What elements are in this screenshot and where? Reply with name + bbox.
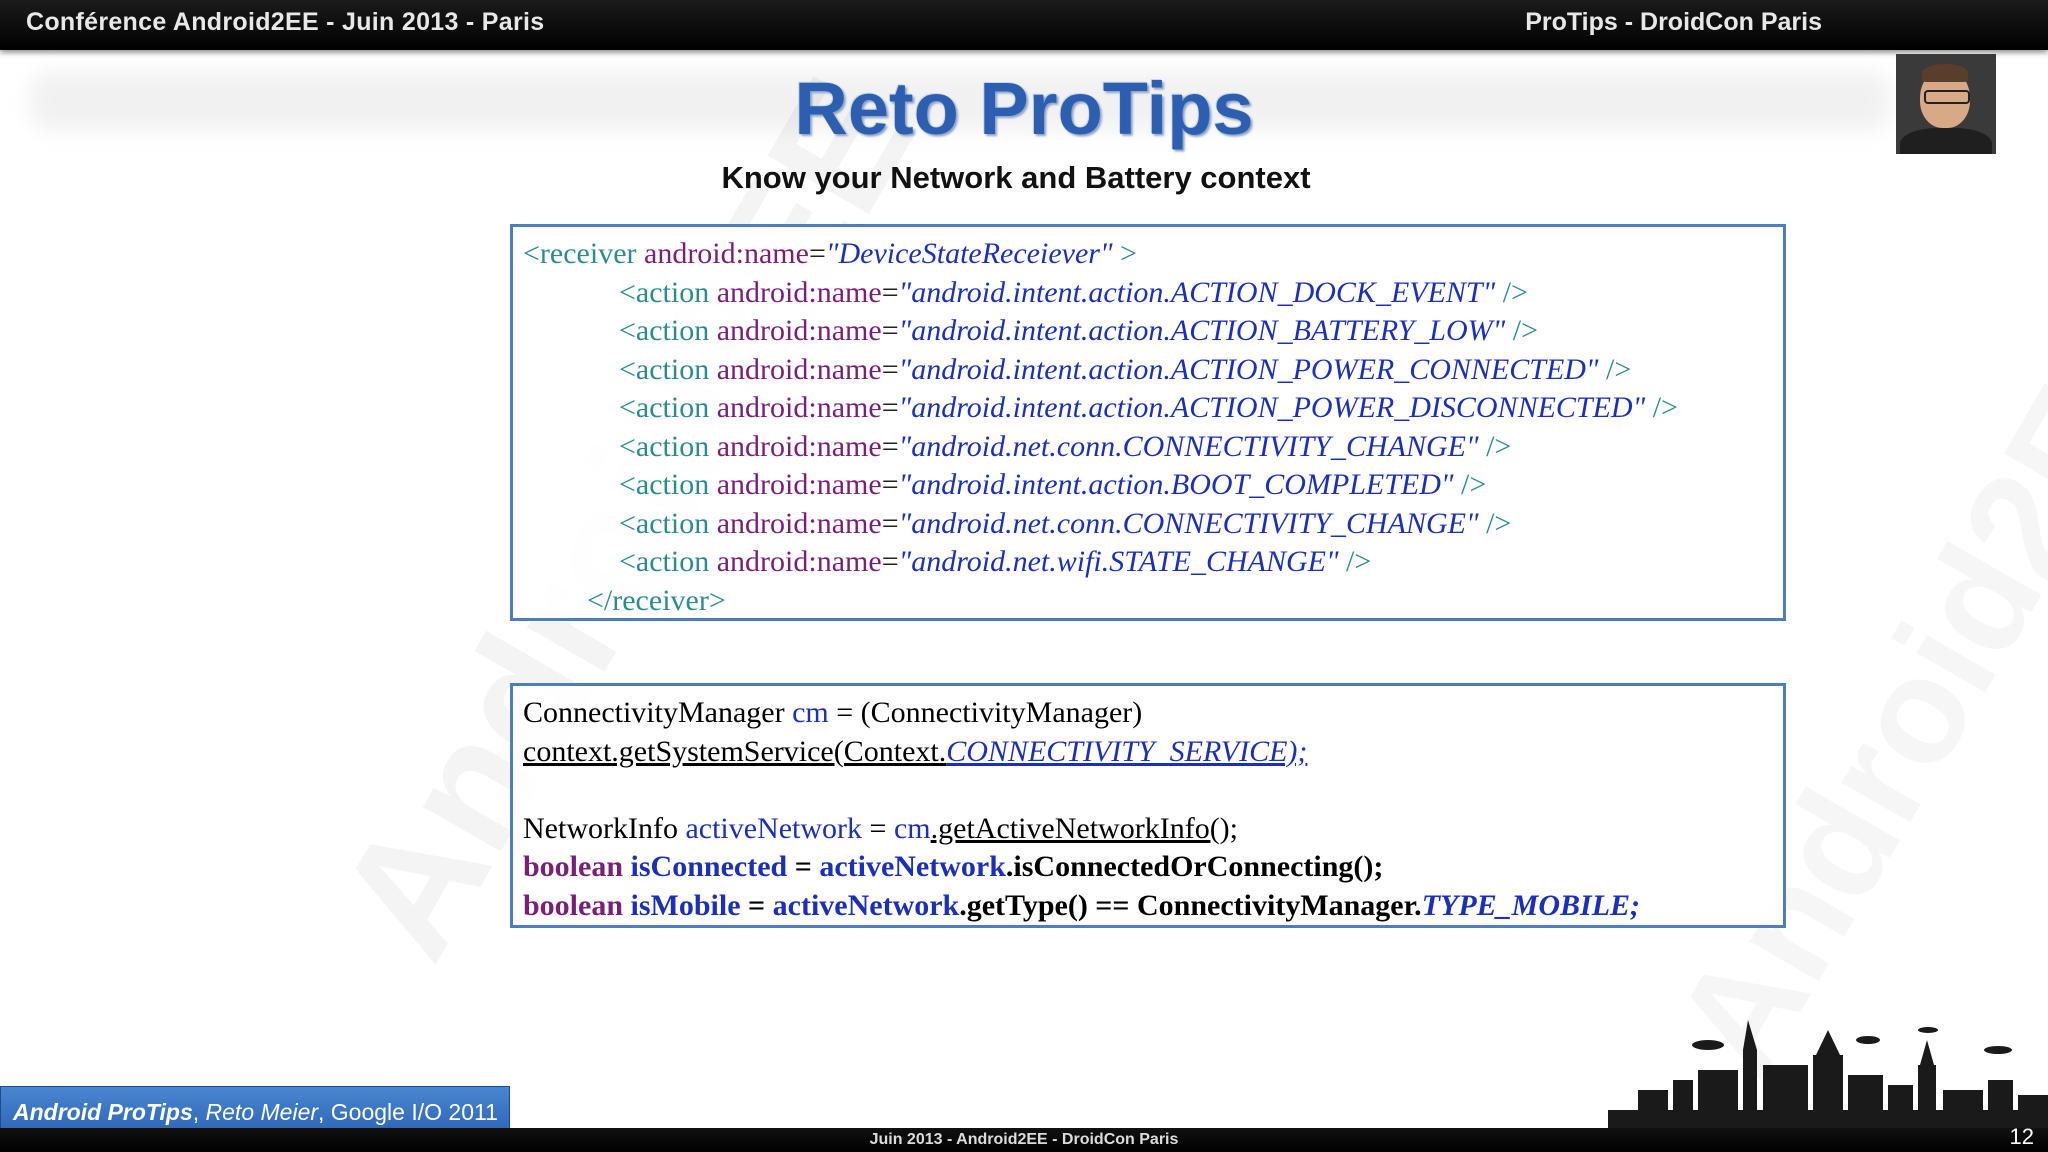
xml-action-line: <action android:name="android.net.conn.CONNECTIVITY_CHANGE" /> [619, 429, 1512, 463]
java-code-box [510, 683, 1786, 928]
xml-action-line: <action android:name="android.intent.action.BOOT_COMPLETED" /> [619, 468, 1487, 501]
java-line-1: ConnectivityManager cm = (ConnectivityManager) [523, 696, 1143, 729]
java-line-2: context.getSystemService(Context.CONNECTIVITY_SERVICE); [523, 734, 1308, 768]
xml-action-line: <action android:name="android.intent.action.ACTION_POWER_CONNECTED" /> [619, 352, 1632, 386]
source-caption: Android ProTips, Reto Meier, Google I/O 2011 [0, 1086, 510, 1138]
footer-bar [0, 1128, 2048, 1152]
xml-receiver-open: <receiver android:name="DeviceStateReceiever" > [523, 237, 1137, 270]
footer-text: Juin 2013 - Android2EE - DroidCon Paris [869, 1131, 1179, 1148]
slide-subtitle: Know your Network and Battery context [721, 160, 1311, 195]
java-line-5: boolean isMobile = activeNetwork.getType() == ConnectivityManager.TYPE_MOBILE; [523, 888, 1641, 922]
xml-code-box [510, 224, 1786, 621]
slide-title: Reto ProTips [794, 67, 1254, 150]
xml-action-line: <action android:name="android.intent.action.ACTION_DOCK_EVENT" /> [619, 275, 1528, 309]
xml-action-line: <action android:name="android.net.conn.CONNECTIVITY_CHANGE" /> [619, 506, 1512, 540]
conference-title: Conférence Android2EE - Juin 2013 - Paris [26, 8, 545, 36]
xml-action-line: <action android:name="android.net.wifi.STATE_CHANGE" /> [619, 545, 1372, 578]
java-blank-line [523, 771, 1783, 810]
page-number: 12 [2009, 1124, 2034, 1149]
xml-action-line: <action android:name="android.intent.action.ACTION_BATTERY_LOW" /> [619, 314, 1538, 347]
speaker-video-thumbnail [1896, 54, 1996, 154]
header-bar [0, 0, 2048, 50]
xml-receiver-close: </receiver> [587, 583, 726, 617]
event-title: ProTips - DroidCon Paris [1525, 8, 1822, 36]
paris-skyline-illustration [1598, 1010, 2048, 1130]
java-line-4: boolean isConnected = activeNetwork.isConnectedOrConnecting(); [523, 850, 1384, 883]
xml-action-line: <action android:name="android.intent.action.ACTION_POWER_DISCONNECTED" /> [619, 391, 1678, 424]
java-line-3: NetworkInfo activeNetwork = cm.getActiveNetworkInfo(); [523, 811, 1239, 845]
